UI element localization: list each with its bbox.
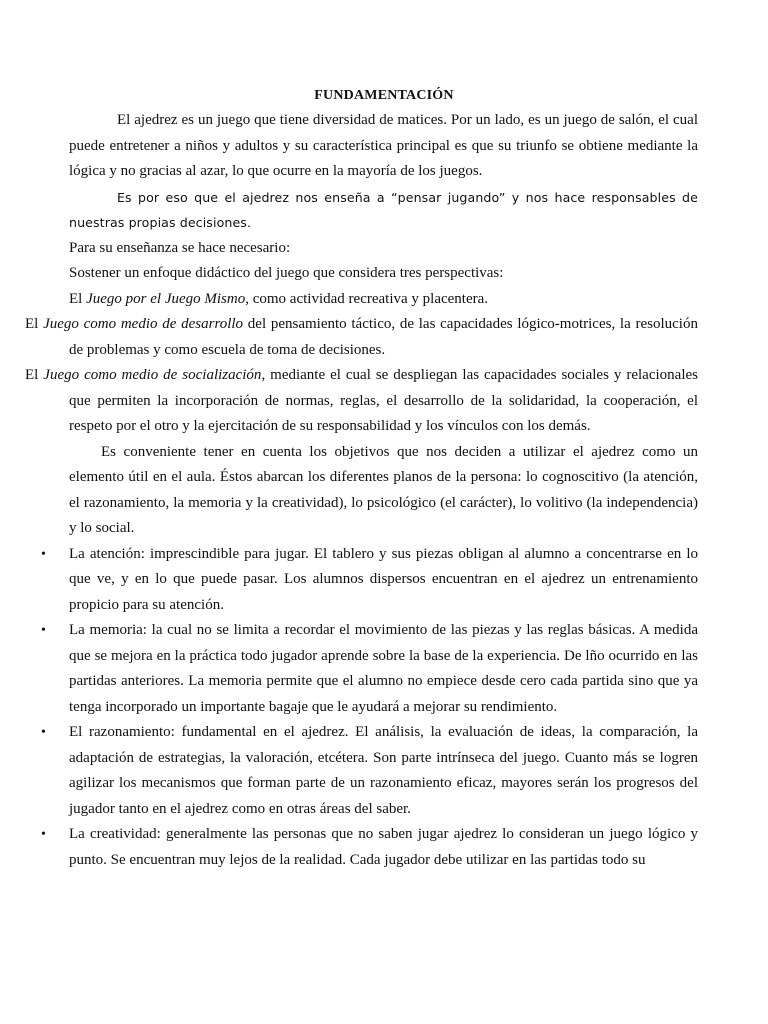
list-item-memoria xyxy=(41,618,698,720)
paragraph-ensenanza: Para su enseñanza se hace necesario: xyxy=(69,239,291,256)
page-title: FUNDAMENTACIÓN xyxy=(314,88,454,103)
perspectiva-1-rest: , como actividad recreativa y placentera. xyxy=(245,290,489,307)
perspectiva-1-italic: Juego por el Juego Mismo xyxy=(86,290,246,307)
paragraph-perspectiva-2 xyxy=(25,312,698,363)
document-body xyxy=(25,108,698,873)
paragraph-perspectiva-3 xyxy=(25,363,698,440)
paragraph-objetivos: Es conveniente tener en cuenta los objetivos que nos deciden a utilizar el ajedrez como un elemento útil en el aula. Éstos abarcan los diferentes planos de la persona: lo cognoscitivo (la atención, el razonamiento, la memoria y la creatividad), lo psicológico (el carácter), lo volitivo (la independencia) y lo social. xyxy=(69,443,698,536)
list-item-text: El razonamiento: fundamental en el ajedrez. El análisis, la evaluación de ideas, la comparación, la adaptación de estrategias, la valoración, etcétera. Son parte intrínseca del juego. Cuanto más se logren agilizar los mecanismos que forman parte de un razonamiento eficaz, mayores serán los progresos del jugador tanto en el ajedrez como en otras áreas del saber. xyxy=(69,724,698,817)
perspectiva-2-prefix: El xyxy=(25,316,44,332)
bullet-icon: • xyxy=(41,827,46,842)
list-item-text: La atención: imprescindible para jugar. El tablero y sus piezas obligan al alumno a concentrarse en lo que ve, y en lo que puede pasar. Los alumnos dispersos encuentran en el ajedrez un entrenamiento propicio para su atención. xyxy=(69,545,698,613)
objectives-list xyxy=(41,542,698,874)
list-item-razonamiento xyxy=(41,720,698,822)
perspectiva-3-italic: Juego como medio de socialización xyxy=(43,367,262,383)
list-item-creatividad xyxy=(41,822,698,873)
perspectiva-1-prefix: El xyxy=(69,290,87,307)
bullet-icon: • xyxy=(41,623,46,638)
paragraph-perspectiva-1 xyxy=(69,287,698,313)
bullet-icon: • xyxy=(41,725,46,740)
list-item-atencion xyxy=(41,542,698,619)
paragraph-enfoque: Sostener un enfoque didáctico del juego que considera tres perspectivas: xyxy=(69,265,504,281)
perspectiva-3-prefix: El xyxy=(25,367,44,383)
bullet-icon: • xyxy=(41,546,46,562)
list-item-text: La memoria: la cual no se limita a recordar el movimiento de las piezas y las reglas básicas. A medida que se mejora en la práctica todo jugador aprende sobre la base de la experiencia. De lño ocurrido en las partidas anteriores. La memoria permite que el alumno no empiece desde cero cada partida sino que ya tenga incorporado un importante bagaje que le ayudará a mejorar su rendimiento. xyxy=(69,622,698,715)
paragraph-intro: El ajedrez es un juego que tiene diversidad de matices. Por un lado, es un juego de salón, el cual puede entretener a niños y adultos y su característica principal es que su triunfo se obtiene mediante la lógica y no gracias al azar, lo que ocurre en la mayoría de los juegos. xyxy=(69,112,698,179)
list-item-text: La creatividad: generalmente las personas que no saben jugar ajedrez lo consideran un juego lógico y punto. Se encuentran muy lejos de la realidad. Cada jugador debe utilizar en las partidas todo su xyxy=(69,826,698,868)
perspectiva-3-rest: , mediante el cual se despliegan las capacidades sociales y relacionales que permiten la incorporación de normas, reglas, el desarrollo de la solidaridad, la cooperación, el respeto por el otro y la ejercitación de su responsabilidad y los vínculos con los demás. xyxy=(69,367,698,434)
perspectiva-2-rest: del pensamiento táctico, de las capacidades lógico-motrices, la resolución de problemas y como escuela de toma de decisiones. xyxy=(69,316,698,358)
perspectiva-2-italic: Juego como medio de desarrollo xyxy=(43,316,244,332)
paragraph-pensar-jugando: Es por eso que el ajedrez nos enseña a “pensar jugando” y nos hace responsables de nuestras propias decisiones. xyxy=(69,189,698,230)
